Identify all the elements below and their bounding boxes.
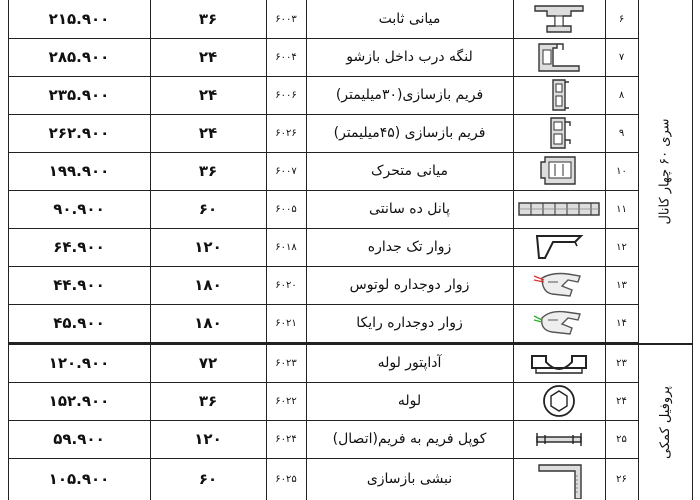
quantity-cell: ۷۲ bbox=[198, 354, 218, 372]
group-label-text: سری ۶۰ چهار کانال bbox=[657, 118, 673, 225]
code-cell: ۶۰۰۶ bbox=[275, 89, 297, 101]
table-row bbox=[8, 228, 638, 267]
product-name-cell: لوله bbox=[397, 393, 422, 409]
quantity-cell: ۱۸۰ bbox=[194, 276, 222, 294]
table-row bbox=[8, 304, 638, 343]
quantity-cell: ۳۶ bbox=[198, 392, 218, 410]
product-name-cell: لنگه درب داخل بازشو bbox=[346, 49, 473, 65]
code-cell: ۶۰۰۷ bbox=[275, 165, 297, 177]
row-number: ۲۶ bbox=[616, 473, 627, 485]
product-name-cell: آداپتور لوله bbox=[377, 355, 442, 371]
product-name-cell: پانل ده سانتی bbox=[369, 201, 450, 217]
row-number: ۷ bbox=[618, 51, 625, 63]
code-cell: ۶۰۲۵ bbox=[275, 473, 297, 485]
row-number: ۲۳ bbox=[616, 357, 627, 369]
bead-double-raika-icon bbox=[513, 304, 605, 342]
row-number: ۹ bbox=[618, 127, 625, 139]
code-cell: ۶۰۰۳ bbox=[275, 13, 297, 25]
code-cell: ۶۰۰۵ bbox=[275, 203, 297, 215]
frame-coupler-icon bbox=[513, 420, 605, 458]
mullion-moving-icon bbox=[513, 152, 605, 190]
quantity-cell: ۱۲۰ bbox=[194, 430, 222, 448]
row-number: ۲۵ bbox=[616, 433, 627, 445]
price-table bbox=[8, 0, 692, 500]
table-row bbox=[8, 190, 638, 229]
quantity-cell: ۶۰ bbox=[198, 200, 218, 218]
renovation-frame-45-icon bbox=[513, 114, 605, 152]
quantity-cell: ۱۲۰ bbox=[194, 238, 222, 256]
product-name-cell: نبشی بازسازی bbox=[366, 471, 453, 487]
table-row bbox=[8, 420, 638, 459]
code-cell: ۶۰۰۴ bbox=[275, 51, 297, 63]
bead-double-lotus-icon bbox=[513, 266, 605, 304]
table-border-right bbox=[692, 0, 693, 500]
price-cell: ۴۵.۹۰۰ bbox=[53, 314, 105, 332]
code-cell: ۶۰۲۲ bbox=[275, 395, 297, 407]
price-cell: ۹۰.۹۰۰ bbox=[53, 200, 105, 218]
quantity-cell: ۱۸۰ bbox=[194, 314, 222, 332]
code-cell: ۶۰۲۶ bbox=[275, 127, 297, 139]
product-name-cell: میانی ثابت bbox=[378, 11, 441, 27]
table-row bbox=[8, 458, 638, 500]
price-cell: ۲۳۵.۹۰۰ bbox=[48, 86, 110, 104]
product-name-cell: زوار تک جداره bbox=[367, 239, 452, 255]
code-cell: ۶۰۲۳ bbox=[275, 357, 297, 369]
quantity-cell: ۲۴ bbox=[198, 48, 218, 66]
code-cell: ۶۰۲۴ bbox=[275, 433, 297, 445]
quantity-cell: ۶۰ bbox=[198, 470, 218, 488]
table-row bbox=[8, 152, 638, 191]
row-number: ۱۰ bbox=[616, 165, 627, 177]
product-name-cell: فریم بازسازی(۳۰میلیمتر) bbox=[335, 87, 484, 103]
door-sash-icon bbox=[513, 38, 605, 76]
code-cell: ۶۰۱۸ bbox=[275, 241, 297, 253]
quantity-cell: ۳۶ bbox=[198, 10, 218, 28]
row-number: ۱۳ bbox=[616, 279, 627, 291]
price-cell: ۱۲۰.۹۰۰ bbox=[48, 354, 110, 372]
table-row bbox=[8, 114, 638, 153]
group-label-series-60 bbox=[638, 0, 692, 343]
price-cell: ۶۴.۹۰۰ bbox=[53, 238, 105, 256]
quantity-cell: ۲۴ bbox=[198, 124, 218, 142]
row-number: ۲۴ bbox=[616, 395, 627, 407]
row-number: ۱۲ bbox=[616, 241, 627, 253]
table-row bbox=[8, 38, 638, 77]
row-number: ۱۱ bbox=[616, 203, 627, 215]
row-number: ۶ bbox=[618, 13, 625, 25]
product-name-cell: زوار دوجداره لوتوس bbox=[349, 277, 470, 293]
price-cell: ۲۸۵.۹۰۰ bbox=[48, 48, 110, 66]
product-name-cell: میانی متحرک bbox=[370, 163, 449, 179]
panel-10cm-icon bbox=[513, 190, 605, 228]
row-number: ۸ bbox=[618, 89, 625, 101]
row-number: ۱۴ bbox=[616, 317, 627, 329]
price-cell: ۱۵۲.۹۰۰ bbox=[48, 392, 110, 410]
product-name-cell: فریم بازسازی (۴۵میلیمتر) bbox=[333, 125, 486, 141]
price-cell: ۵۹.۹۰۰ bbox=[53, 430, 105, 448]
quantity-cell: ۲۴ bbox=[198, 86, 218, 104]
price-cell: ۲۶۲.۹۰۰ bbox=[48, 124, 110, 142]
group-label-text: پروفیل کمکی bbox=[657, 385, 673, 459]
quantity-cell: ۳۶ bbox=[198, 162, 218, 180]
group-label-auxiliary-profile bbox=[638, 344, 692, 500]
price-cell: ۱۹۹.۹۰۰ bbox=[48, 162, 110, 180]
mullion-fixed-icon bbox=[513, 0, 605, 38]
pipe-icon bbox=[513, 382, 605, 420]
table-row bbox=[8, 266, 638, 305]
product-name-cell: کوپل فریم به فریم(اتصال) bbox=[332, 431, 487, 447]
table-row bbox=[8, 0, 638, 39]
renovation-angle-icon bbox=[513, 458, 605, 500]
price-cell: ۲۱۵.۹۰۰ bbox=[48, 10, 110, 28]
code-cell: ۶۰۲۱ bbox=[275, 317, 297, 329]
price-cell: ۱۰۵.۹۰۰ bbox=[48, 470, 110, 488]
table-row bbox=[8, 382, 638, 421]
pipe-adapter-icon bbox=[513, 344, 605, 382]
table-row bbox=[8, 76, 638, 115]
renovation-frame-30-icon bbox=[513, 76, 605, 114]
code-cell: ۶۰۲۰ bbox=[275, 279, 297, 291]
bead-single-icon bbox=[513, 228, 605, 266]
table-row bbox=[8, 344, 638, 383]
product-name-cell: زوار دوجداره رایکا bbox=[356, 315, 463, 331]
price-cell: ۴۴.۹۰۰ bbox=[53, 276, 105, 294]
